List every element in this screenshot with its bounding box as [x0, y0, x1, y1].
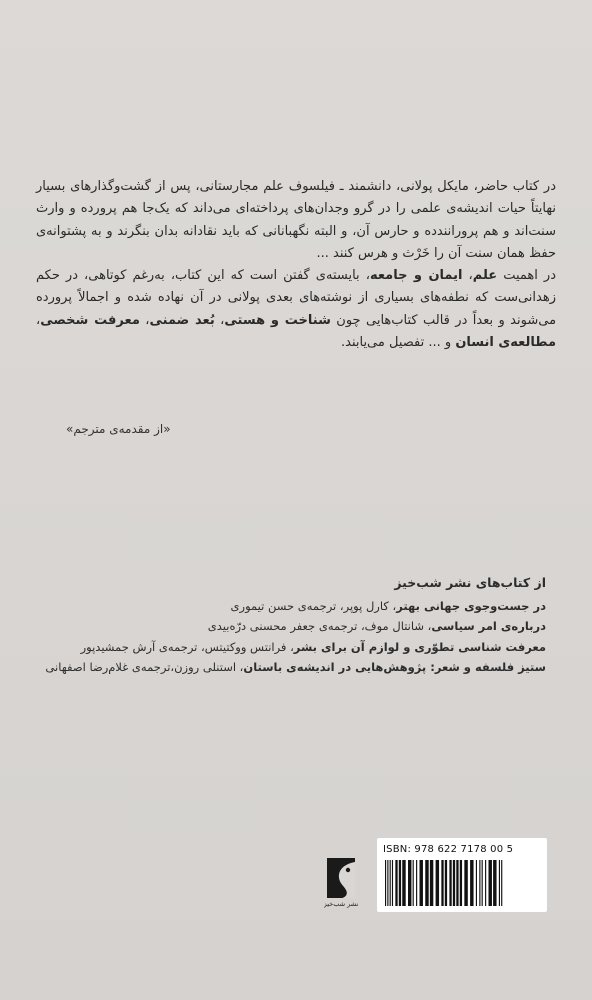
book-title: درباره‌ی امر سیاسی: [431, 619, 546, 633]
barcode-bar: [392, 860, 393, 906]
barcode-bar: [430, 860, 433, 906]
publisher-book-list: [36, 573, 546, 678]
book-author-translator: ، شانتال موف، ترجمه‌ی جعفر محسنی درّه‌بیدی: [207, 619, 432, 633]
barcode-bar: [460, 860, 462, 906]
barcode-bar: [493, 860, 496, 906]
publisher-logo-label: نشر شب‌خیز: [324, 900, 358, 908]
barcode-bar: [445, 860, 447, 906]
barcode-bar: [402, 860, 405, 906]
barcode-bar: [456, 860, 458, 906]
translator-intro-source: «از مقدمه‌ی مترجم»: [66, 422, 171, 436]
book-title: معرفت شناسی تطوّری و لوازم آن برای بشر: [293, 639, 546, 654]
barcode-icon: [383, 860, 541, 906]
barcode-bar: [425, 860, 428, 906]
book-author-translator: ، استنلی روزن،ترجمه‌ی غلام‌رضا اصفهانی: [45, 660, 244, 674]
book-list-item: [36, 616, 546, 637]
barcode-bar: [479, 860, 480, 906]
intro-paragraph-2: [36, 265, 556, 354]
barcode-bar: [395, 860, 397, 906]
barcode-bar: [416, 860, 417, 906]
book-title-bold: ایمان و جامعه: [369, 268, 463, 284]
barcode-bar: [470, 860, 473, 906]
barcode-bar: [387, 860, 388, 906]
barcode-bar: [399, 860, 401, 906]
text-run: ،: [214, 312, 225, 328]
barcode-bar: [482, 860, 483, 906]
publisher-logo-icon: [324, 856, 358, 908]
book-author-translator: ، کارل پوپر، ترجمه‌ی حسن تیموری: [230, 598, 397, 613]
book-list-item: [36, 657, 546, 678]
barcode-bar: [499, 860, 500, 906]
barcode-bar: [413, 860, 414, 906]
barcode-bar: [385, 860, 386, 906]
barcode-bar: [485, 860, 486, 906]
intro-paragraph-1: در کتاب حاضر، مایکل پولانی، دانشمند ـ فیلسوف علم مجارستانی، پس از گشت‌وگذارهای بسیار نهایتاً حیات اندیشه‌ی علمی را در گرو وجدان‌های پرداخته‌ای می‌داند که یک‌جا هم پرورده و وارث سنت‌اند و هم پرورانندده و حارس آن، و البته نگهبانانی که باید نقادانه بدان بنگرند و به پشتوانه‌ی حفظ همان سنت آن را خَرْث و هرس کنند ...: [36, 179, 556, 261]
barcode-bar: [464, 860, 467, 906]
barcode-bar: [408, 860, 411, 906]
book-list-heading: از کتاب‌های نشر شب‌خیز: [394, 575, 546, 590]
book-list-item: [36, 596, 546, 617]
book-title-bold: مطالعه‌ی انسان: [455, 335, 556, 351]
text-run: در اهمیت: [497, 268, 556, 284]
isbn-barcode: [377, 838, 547, 912]
barcode-bar: [420, 860, 423, 906]
intro-text: [36, 176, 556, 354]
barcode-bar: [436, 860, 439, 906]
barcode-bar: [453, 860, 455, 906]
bold-term: علم: [472, 268, 498, 284]
barcode-bar: [476, 860, 477, 906]
book-title: ستیز فلسفه و شعر: پژوهش‌هایی در اندیشه‌ی باستان: [243, 660, 546, 674]
book-title-bold: بُعد ضمنی: [149, 312, 215, 328]
barcode-bar: [390, 860, 391, 906]
barcode-bar: [501, 860, 502, 906]
text-run: ، بایسته‌ی گفتن است که این کتاب، به‌رغم کوتاهی، در حکم زهدانی‌ست که نطفه‌های بسیاری از نوشته‌های بعدی پولانی در آن نهاده شده و اجمالاً پرورده می‌شوند و بعداً در قالب کتاب‌هایی چون: [36, 268, 557, 328]
book-title-bold: معرفت شخصی: [40, 312, 140, 328]
book-title-bold: شناخت و هستی: [224, 312, 331, 328]
barcode-bar: [449, 860, 451, 906]
text-run: ،: [36, 312, 41, 328]
text-run: و ... تفصیل می‌یابند.: [340, 335, 456, 351]
isbn-text: ISBN: 978 622 7178 00 5: [383, 844, 514, 855]
text-run: ،: [139, 312, 150, 328]
barcode-bar: [441, 860, 443, 906]
book-author-translator: ، فرانتس ووکتیتس، ترجمه‌ی آرش جمشیدپور: [80, 639, 294, 654]
book-list-item: [36, 637, 546, 658]
book-title: در جست‌وجوی جهانی بهتر: [396, 598, 546, 613]
text-run: ،: [462, 268, 473, 284]
barcode-bar: [489, 860, 492, 906]
